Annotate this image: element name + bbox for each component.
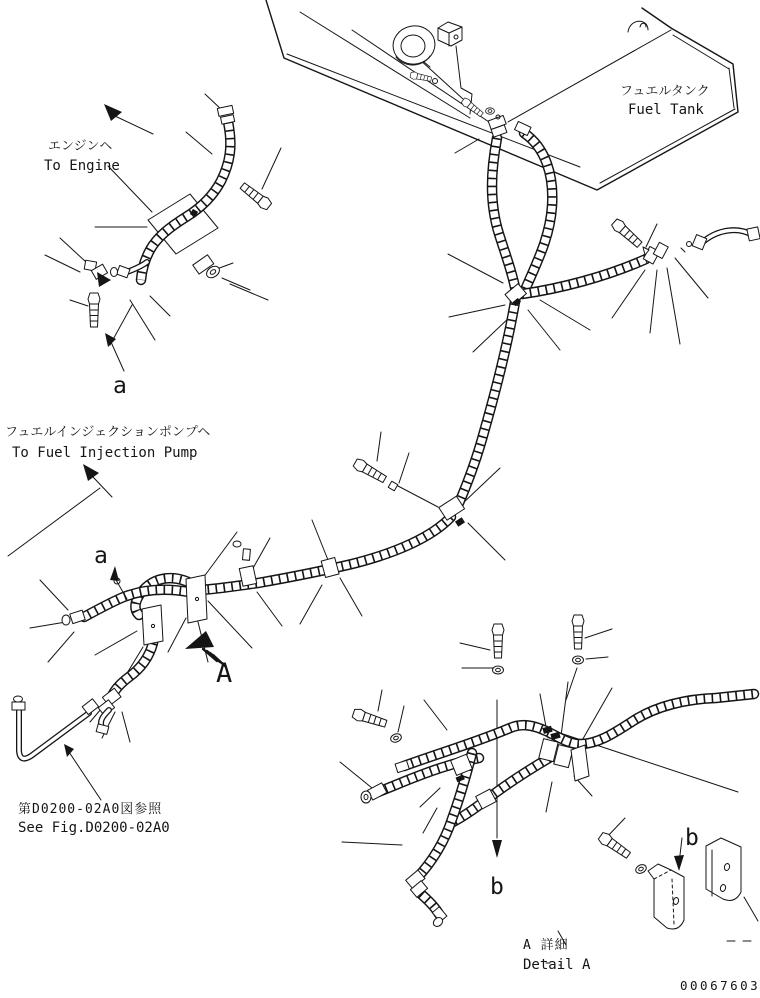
to-engine-label-jp: エンジンヘ [48,139,113,154]
washer-icon [233,541,241,547]
washer-icon [388,481,398,491]
see-fig-arrow-icon [64,744,74,757]
to-pump-label-jp: フュエルインジェクションポンプヘ [5,425,211,440]
fitting-cap [14,696,23,702]
detail-a-assembly [352,615,754,973]
banjo-fitting-icon [193,255,222,280]
fuel-tank [266,0,738,190]
hose-clamp-icon [239,566,256,587]
fitting-cap [62,615,70,625]
callout-a-label: a [94,543,108,569]
see-fig-label-jp: 第D0200-02A0図参照 [18,802,163,817]
hose-fitting [395,760,409,772]
to-engine-label-en: To Engine [44,158,120,174]
fuel-tank-label-en: Fuel Tank [628,102,704,118]
tank-drain-bolt-icon [410,71,438,83]
to-pump-arrow-icon [83,464,99,481]
to-pump-label-group [5,425,210,497]
bolt-icon [352,457,387,484]
hose-fitting [117,266,130,278]
washer-icon [634,863,647,875]
callout-a-arrow-icon [110,566,119,581]
clamp-plate [186,575,207,623]
callout-b-label: b [685,825,699,851]
detail-a-label-jp: A 詳細 [523,938,569,953]
callout-b-arrow-icon [674,855,684,871]
drawing-number: 00067603 [680,978,760,993]
clamp-plate [142,605,163,645]
bolt-icon [597,831,632,860]
tube-fitting [82,699,98,715]
detail-a-label-en: Detail A [523,957,591,973]
to-pump-label-en: To Fuel Injection Pump [12,445,198,461]
hose-fitting [515,121,531,135]
tube-fitting [12,702,25,710]
bolt-icon [239,181,273,211]
tube-fitting [747,227,760,241]
bolt-icon [492,624,504,658]
callout-b-arrow-icon [492,840,502,858]
bolt-icon [460,97,484,118]
bolt-icon [352,708,388,730]
hose-fitting [96,724,109,735]
mount-bracket [706,838,741,900]
see-fig-tube [12,696,170,836]
washer-icon [573,656,584,664]
mount-bracket [648,864,684,929]
view-a-label: A [216,658,233,689]
bolt-icon [610,218,643,250]
filler-gauge-icon [390,22,439,68]
washer-icon [389,732,402,743]
washer-icon [493,666,504,674]
callout-a-label: a [113,373,127,399]
bolt-icon [572,615,584,649]
lift-hook-icon [628,21,648,32]
tank-hoses [200,97,760,590]
fuel-tank-label-jp: フュエルタンク [620,84,710,99]
engine-harness [44,104,273,399]
bolt-a-icon [88,293,100,327]
see-fig-label-en: See Fig.D0200-02A0 [18,820,170,836]
banjo-fitting-icon [361,783,387,803]
clamp-screw [242,549,250,561]
fitting-cap [111,268,118,277]
o-ring-icon [687,242,692,247]
callout-b-label: b [490,874,504,900]
elbow-fitting-icon [84,260,111,287]
washer-icon [486,108,495,114]
